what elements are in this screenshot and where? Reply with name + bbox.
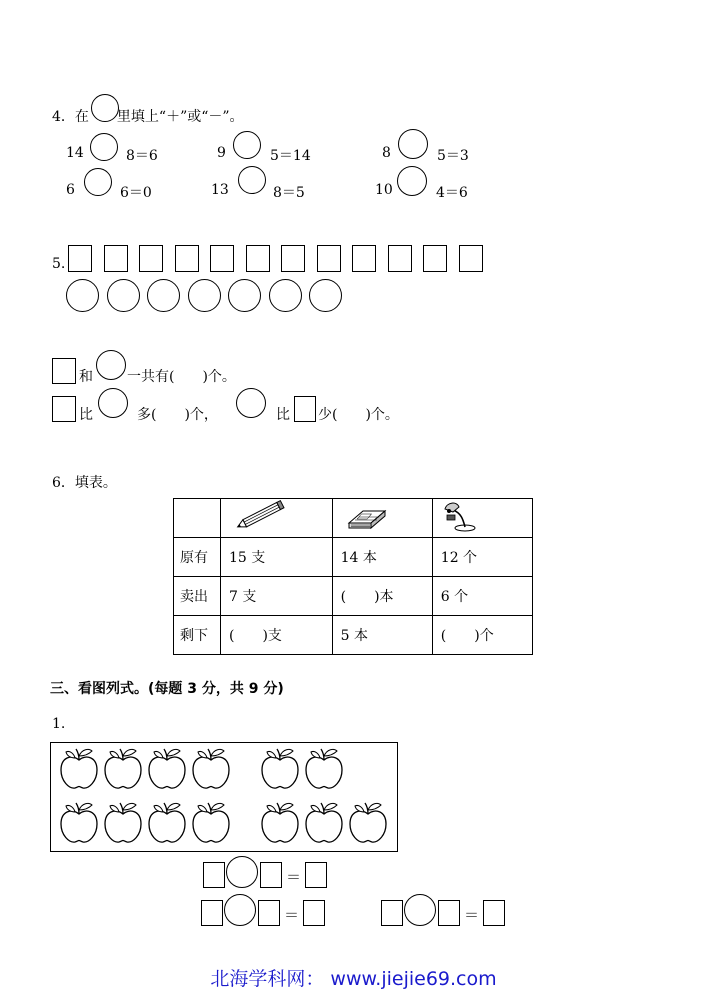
- apple-icon: [102, 746, 144, 796]
- q5-line2-circle1[interactable]: [98, 388, 128, 418]
- q4-title-prefix: 4．在: [52, 109, 89, 125]
- q5-circle: [188, 279, 221, 312]
- answer-square[interactable]: [303, 900, 325, 926]
- equals-sign: ＝: [464, 906, 480, 924]
- q5-line2-less: 少( )个。: [318, 407, 399, 423]
- q5-circle: [309, 279, 342, 312]
- q5-square: [317, 245, 341, 272]
- q4-r2-b2: 8＝5: [273, 185, 305, 201]
- q5-circle: [66, 279, 99, 312]
- q4-r2-a2: 13: [211, 182, 229, 198]
- row-label: 原有: [174, 538, 221, 577]
- s3-q1-label: 1.: [52, 716, 66, 732]
- q5-line1-circle[interactable]: [96, 350, 126, 380]
- q5-line1-and: 和: [79, 369, 93, 385]
- table-cell: 15 支: [221, 538, 333, 577]
- answer-square[interactable]: [260, 862, 282, 888]
- section3-title: 三、看图列式。(每题 3 分，共 9 分): [50, 681, 284, 697]
- q5-circle: [107, 279, 140, 312]
- q5-line2-more: 多( )个，: [137, 407, 218, 423]
- q5-square: [104, 245, 128, 272]
- row-label: 剩下: [174, 616, 221, 655]
- row-label: 卖出: [174, 577, 221, 616]
- q4-r1-b2: 5＝14: [270, 148, 311, 164]
- apple-icon: [146, 800, 188, 850]
- answer-square[interactable]: [305, 862, 327, 888]
- q5-line2-than: 比: [79, 407, 93, 423]
- q5-line2-square2[interactable]: [294, 396, 316, 422]
- q4-r1-a1: 14: [66, 145, 84, 161]
- q4-title: [52, 106, 244, 126]
- apple-icon: [347, 800, 389, 850]
- apple-icon: [303, 746, 345, 796]
- operator-circle[interactable]: [226, 856, 258, 888]
- answer-square[interactable]: [203, 862, 225, 888]
- q5-line1-square[interactable]: [52, 358, 76, 384]
- q5-circle: [147, 279, 180, 312]
- q5-square: [139, 245, 163, 272]
- q4-r2-circle2[interactable]: [238, 166, 266, 194]
- table-cell: 5 本: [332, 616, 432, 655]
- table-corner-cell: [174, 499, 221, 538]
- apple-icon: [58, 746, 100, 796]
- answer-square[interactable]: [438, 900, 460, 926]
- q5-line2-than2: 比: [276, 407, 290, 423]
- table-cell: 12 个: [432, 538, 532, 577]
- answer-square[interactable]: [483, 900, 505, 926]
- book-icon: [332, 499, 432, 538]
- q4-r2-a3: 10: [375, 182, 393, 198]
- q4-r2-circle1[interactable]: [84, 168, 112, 196]
- q4-r2-circle3[interactable]: [397, 166, 427, 196]
- lamp-icon: [432, 499, 532, 538]
- q5-square: [388, 245, 412, 272]
- apple-icon: [146, 746, 188, 796]
- apple-icon: [102, 800, 144, 850]
- apple-icon: [190, 800, 232, 850]
- q5-square: [210, 245, 234, 272]
- answer-square[interactable]: [258, 900, 280, 926]
- table-cell[interactable]: ( )本: [332, 577, 432, 616]
- q5-square: [459, 245, 483, 272]
- apple-icon: [58, 800, 100, 850]
- q5-square: [352, 245, 376, 272]
- q4-r2-b3: 4＝6: [436, 185, 468, 201]
- q4-r1-b3: 5＝3: [437, 148, 469, 164]
- table-row: [174, 577, 533, 616]
- q6-title: 6．填表。: [52, 475, 117, 491]
- apple-icon: [259, 746, 301, 796]
- q5-square: [246, 245, 270, 272]
- equals-sign: ＝: [286, 868, 302, 886]
- q5-line2-circle2[interactable]: [236, 388, 266, 418]
- q5-line2-square1[interactable]: [52, 396, 76, 422]
- apple-icon: [303, 800, 345, 850]
- table-cell[interactable]: ( )个: [432, 616, 532, 655]
- fill-table: [173, 498, 533, 655]
- q4-title-circle: [91, 94, 119, 122]
- table-header-row: [174, 499, 533, 538]
- answer-square[interactable]: [381, 900, 403, 926]
- q5-label: 5.: [52, 256, 66, 272]
- q4-title-suffix: 里填上“＋”或“－”。: [116, 109, 244, 125]
- q4-r1-a2: 9: [217, 145, 226, 161]
- q5-circle: [228, 279, 261, 312]
- table-cell[interactable]: ( )支: [221, 616, 333, 655]
- q4-r1-circle3[interactable]: [398, 129, 428, 159]
- q4-r2-a1: 6: [66, 182, 75, 198]
- operator-circle[interactable]: [224, 894, 256, 926]
- table-row: [174, 538, 533, 577]
- q4-r1-a3: 8: [382, 145, 391, 161]
- table-cell: 14 本: [332, 538, 432, 577]
- table-cell: 6 个: [432, 577, 532, 616]
- answer-square[interactable]: [201, 900, 223, 926]
- apple-icon: [190, 746, 232, 796]
- q5-line1-total: 一共有( )个。: [127, 369, 236, 385]
- pencil-icon: [221, 499, 333, 538]
- q5-square: [68, 245, 92, 272]
- equals-sign: ＝: [284, 906, 300, 924]
- q4-r1-circle2[interactable]: [233, 131, 261, 159]
- apple-icon: [259, 800, 301, 850]
- q5-square: [281, 245, 305, 272]
- footer-watermark: 北海学科网： www.jiejie69.com: [210, 968, 497, 990]
- q5-circle: [269, 279, 302, 312]
- table-cell: 7 支: [221, 577, 333, 616]
- q5-square: [423, 245, 447, 272]
- q5-square: [175, 245, 199, 272]
- q4-r1-b1: 8＝6: [126, 148, 158, 164]
- q4-r1-circle1[interactable]: [90, 133, 118, 161]
- table-row: [174, 616, 533, 655]
- q4-r2-b1: 6＝0: [120, 185, 152, 201]
- operator-circle[interactable]: [404, 894, 436, 926]
